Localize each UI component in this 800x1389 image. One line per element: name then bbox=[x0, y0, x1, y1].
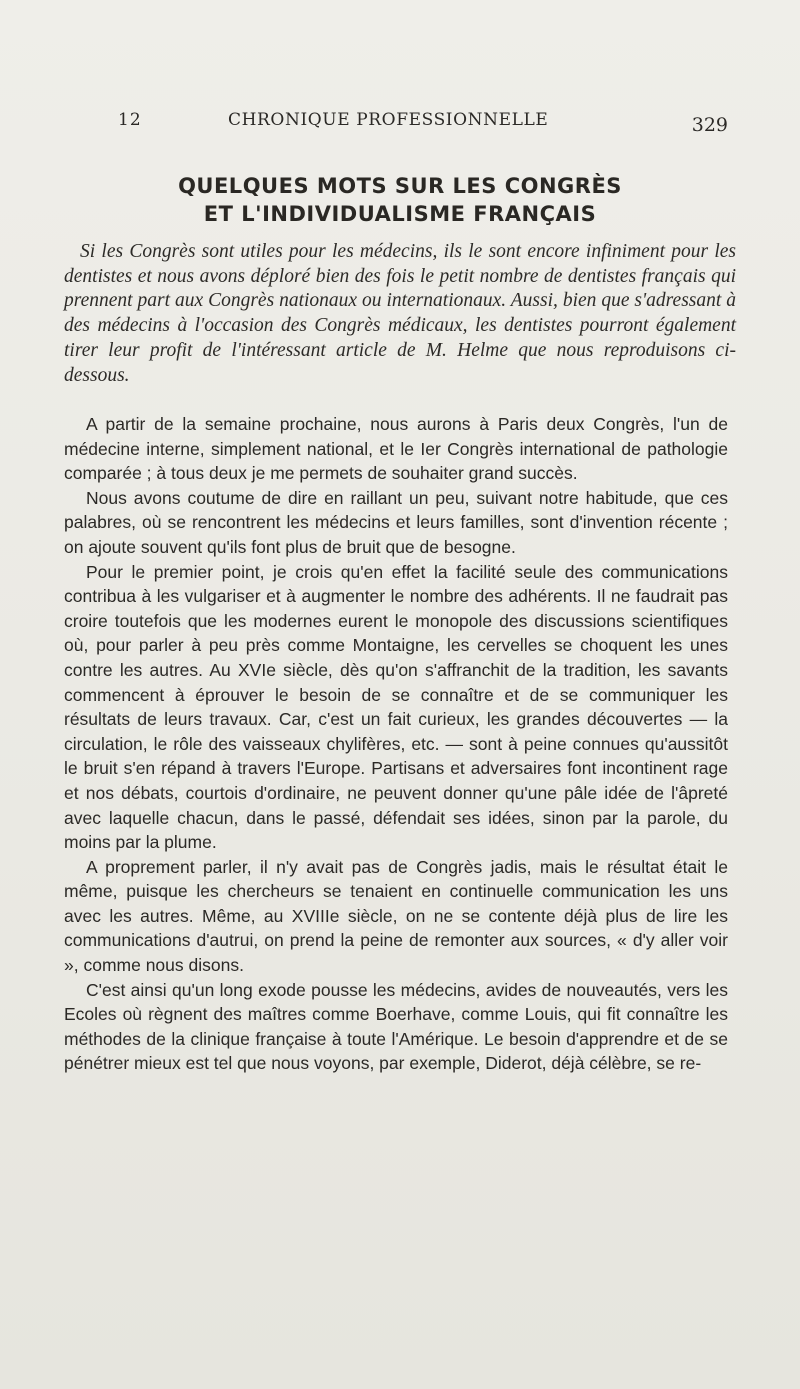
article-title bbox=[60, 172, 740, 228]
intro-paragraph: Si les Congrès sont utiles pour les médecins, ils le sont encore infiniment pour les dentistes et nous avons déploré bien des fois le petit nombre de dentistes français qui prennent part aux Congrès nationaux ou internationaux. Aussi, bien que s'adressant à des médecins à l'occasion des Congrès médicaux, les dentistes pourront également tirer leur profit de l'intéressant article de M. Helme que nous reproduisons ci-dessous. bbox=[64, 241, 736, 386]
editorial-introduction bbox=[64, 240, 736, 388]
article-title-line-1: QUELQUES MOTS SUR LES CONGRÈS bbox=[178, 174, 622, 198]
running-header bbox=[118, 108, 738, 138]
page-number-left: 12 bbox=[118, 110, 142, 130]
body-paragraph-3: Pour le premier point, je crois qu'en effet la facilité seule des communications contribua à les vulgariser et à augmenter le nombre des adhérents. Il ne faudrait pas croire toutefois que les modernes eurent le monopole des discussions scientifiques où, pour parler à peu près comme Montaigne, les cervelles se choquent les unes contre les autres. Au XVIe siècle, dès qu'on s'affranchit de la tradition, les savants commencent à éprouver le besoin de se connaître et de se communiquer les résultats de leurs travaux. Car, c'est un fait curieux, les grandes découvertes — la circulation, le rôle des vaisseaux chylifères, etc. — sont à peine connues qu'aussitôt le bruit s'en répand à travers l'Europe. Partisans et adversaires font incontinent rage et nos débats, courtois d'ordinaire, ne peuvent donner qu'une pâle idée de l'âpreté avec laquelle chacun, dans le passé, défendait ses idées, sinon par la parole, du moins par la plume. bbox=[64, 561, 728, 853]
article-body bbox=[64, 412, 728, 1076]
body-paragraph-5: C'est ainsi qu'un long exode pousse les médecins, avides de nouveautés, vers les Ecoles où règnent des maîtres comme Boerhave, comme Louis, qui fit connaître les méthodes de la clinique française à toute l'Amérique. Le besoin d'apprendre et de se pénétrer mieux est tel que nous voyons, par exemple, Diderot, déjà célèbre, se re- bbox=[64, 979, 728, 1074]
body-paragraph-4: A proprement parler, il n'y avait pas de Congrès jadis, mais le résultat était le même, puisque les chercheurs se tenaient en continuelle communication les uns avec les autres. Même, au XVIIIe siècle, on ne se contente déjà plus de lire les communications d'autrui, on prend la peine de remonter aux sources, « d'y aller voir », comme nous disons. bbox=[64, 856, 728, 976]
running-title: CHRONIQUE PROFESSIONNELLE bbox=[228, 110, 549, 130]
page-number-right: 329 bbox=[691, 114, 728, 136]
article-title-line-2: ET L'INDIVIDUALISME FRANÇAIS bbox=[203, 202, 597, 226]
body-paragraph-2: Nous avons coutume de dire en raillant un peu, suivant notre habitude, que ces palabres, où se rencontrent les médecins et leurs familles, sont d'invention récente ; on ajoute souvent qu'ils font plus de bruit que de besogne. bbox=[64, 487, 728, 557]
body-paragraph-1: A partir de la semaine prochaine, nous aurons à Paris deux Congrès, l'un de médecine interne, simplement national, et le Ier Congrès international de pathologie comparée ; à tous deux je me permets de souhaiter grand succès. bbox=[64, 414, 728, 484]
